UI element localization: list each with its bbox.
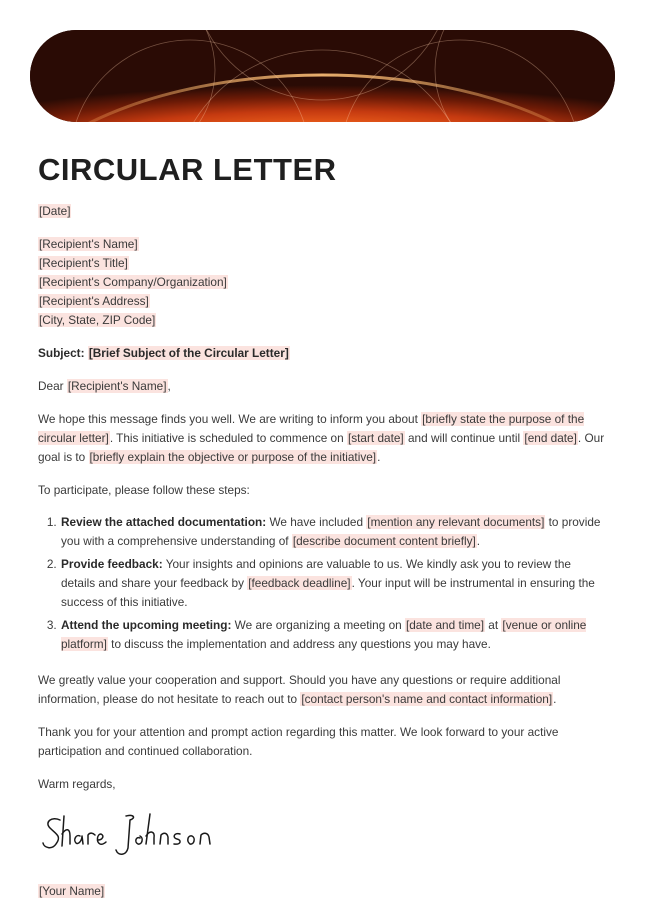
subject-line [38,344,608,363]
steps-intro: To participate, please follow these steps: [38,483,250,497]
greeting-suffix: , [167,379,171,393]
your-name-placeholder: [Your Name] [39,884,105,898]
closing-paragraph-2: Thank you for your attention and prompt action regarding this matter. We look forward to your active participation and continued collaboration. [38,725,559,758]
list-item: 2. Provide feedback: Your insights and opinions are valuable to us. We kindly ask you to review the details and share your feedback by [feedback deadline]. Your input will be instrumental in ensuring the success of this initiative. [60,555,608,612]
objective-placeholder: [briefly explain the objective or purpose of the initiative] [89,450,377,464]
list-item: 3. Attend the upcoming meeting: We are organizing a meeting on [date and time] at [venue or online platform] to discuss the implementation and address any questions you may have. [60,616,608,654]
feedback-deadline-placeholder: [feedback deadline] [248,576,351,590]
greeting [38,377,608,396]
recipient-name: [Recipient's Name] [39,237,138,251]
purpose-placeholder: [briefly state the purpose of the circular letter] [38,412,585,445]
date-placeholder: [Date] [39,204,71,218]
date-line [38,202,608,221]
greeting-prefix: Dear [38,379,67,393]
date-time-placeholder: [date and time] [405,618,485,632]
list-item: 1. Review the attached documentation: We have included [mention any relevant documents] to provide you with a comprehensive understanding of [describe document content briefly]. [60,513,608,551]
start-date-placeholder: [start date] [347,431,404,445]
recipient-city: [City, State, ZIP Code] [39,313,156,327]
header-banner [30,30,615,122]
closing-paragraph-1: We greatly value your cooperation and support. Should you have any questions or require additional information, please do not hesitate to reach out to [contact person's name and contact information]. [38,673,561,706]
signature-image [40,808,215,865]
document-content-placeholder: [describe document content briefly] [292,534,476,548]
subject-label: Subject: [38,346,85,360]
subject-placeholder: [Brief Subject of the Circular Letter] [88,346,289,360]
documents-placeholder: [mention any relevant documents] [367,515,545,529]
signoff: Warm regards, [38,777,116,791]
recipient-company: [Recipient's Company/Organization] [39,275,227,289]
steps-list [38,513,608,654]
intro-paragraph: We hope this message finds you well. We are writing to inform you about [briefly state the purpose of the circular letter]. This initiative is scheduled to commence on [start date] and will continue until [end date]. Our goal is to [briefly explain the objective or purpose of the initiative]. [38,412,605,464]
greeting-name: [Recipient's Name] [67,379,167,393]
banner-graphic [30,30,615,122]
end-date-placeholder: [end date] [524,431,577,445]
venue-placeholder: [venue or online platform] [61,618,587,651]
contact-placeholder: [contact person's name and contact information] [301,692,553,706]
recipient-block [38,235,608,330]
recipient-address: [Recipient's Address] [39,294,149,308]
recipient-title: [Recipient's Title] [39,256,128,270]
page-title: CIRCULAR LETTER [38,152,337,187]
your-name-line [38,882,105,901]
letter-body [38,202,608,794]
